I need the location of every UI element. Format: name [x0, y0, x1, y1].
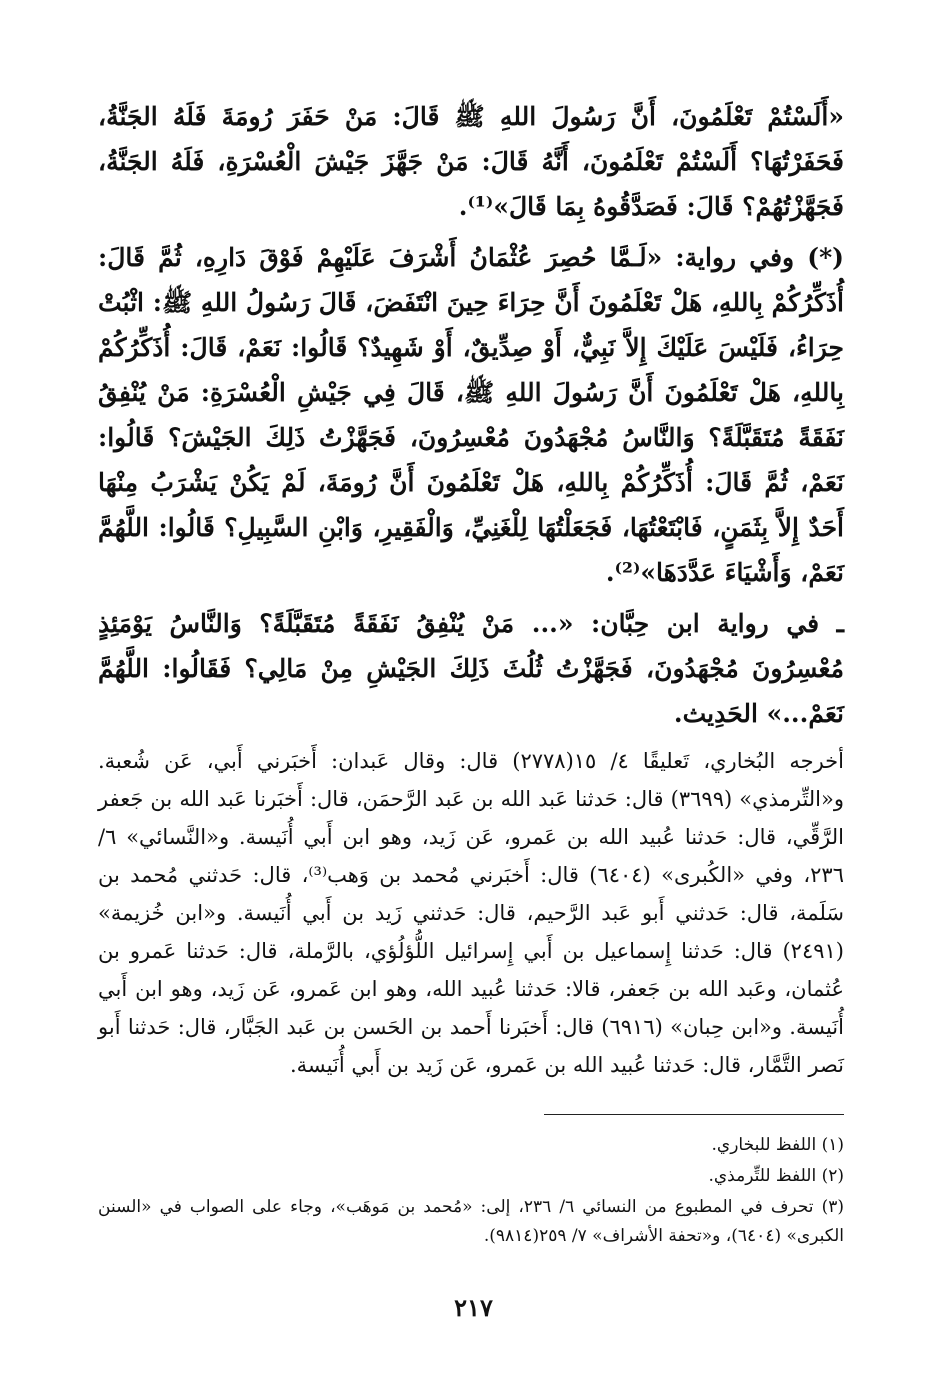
hadith-paragraph-2 [98, 235, 844, 595]
main-text [98, 94, 844, 1084]
footnote-2: (٢) اللفظ للتِّرمذي. [708, 1166, 844, 1186]
paragraph-2-lead: (*) وفي رواية: [675, 243, 844, 272]
page-number: ٢١٧ [454, 1293, 493, 1322]
takhrij-paragraph: أخرجه البُخاري، تَعليقًا ٤/ ١٥(٢٧٧٨) قال: وقال عَبدان: أَخبَرني أَبي، عَن شُعبة. و«التِّرمذي» (٣٦٩٩) قال: حَدثنا عَبد الله بن عَبد الرَّحمَن، قال: أَخبَرنا عَبد الله بن جَعفر الرَّقِّي، قال: حَدثنا عُبيد الله بن عَمرو، عَن زَيد، وهو ابن أَبي أُنَيسة. و«النَّسائي» ٦/ ٢٣٦، وفي «الكُبرى» (٦٤٠٤) قال: أَخبَرني مُحمد بن وَهب⁽³⁾، قال: حَدثني مُحمد بن سَلَمة، قال: حَدثني أَبو عَبد الرَّحيم، قال: حَدثني زَيد بن أَبي أُنَيسة. و«ابن خُزيمة» (٢٤٩١) قال: حَدثنا إِسماعيل بن أَبي إِسرائيل اللُّؤلُؤي، بالرَّملة، قال: حَدثنا عَمرو بن عُثمان، وعَبد الله بن جَعفر، قالا: حَدثنا عُبيد الله، وهو ابن عَمرو، عَن زَيد، وهو ابن أَبي أُنَيسة. و«ابن حِبان» (٦٩١٦) قال: أَخبَرنا أَحمد بن الحَسن بن عَبد الجَبَّار، قال: حَدثنا أَبو نَصر التَّمَّار، قال: حَدثنا عُبيد الله بن عَمرو، عَن زَيد بن أَبي أُنَيسة. [98, 749, 844, 1077]
paragraph-3-text: «... مَنْ يُنْفِقُ نَفَقَةً مُتَقَبَّلَةً؟ وَالنَّاسُ يَوْمَئِذٍ مُعْسِرُونَ مُجْهَدُونَ، فَجَهَّزْتُ ثُلُثَ ذَلِكَ الجَيْشِ مِنْ مَالِي؟ فَقَالُوا: اللَّهُمَّ نَعَمْ...» الحَدِيث. [98, 609, 844, 728]
footnote-divider [544, 1114, 844, 1115]
hadith-paragraph-3 [98, 601, 844, 736]
footnote-1: (١) اللفظ للبخاري. [711, 1135, 844, 1155]
paragraph-1-text: «أَلَسْتُمْ تَعْلَمُونَ، أَنَّ رَسُولَ اللهِ ﷺ قَالَ: مَنْ حَفَرَ رُومَةَ فَلَهُ الجَنَّةُ، فَحَفَرْتُهَا؟ أَلَسْتُمْ تَعْلَمُونَ، أَنَّهُ قَالَ: مَنْ جَهَّزَ جَيْشَ الْعُسْرَةِ، فَلَهُ الجَنَّةُ، فَجَهَّزْتُهُمْ؟ قَالَ: فَصَدَّقُوهُ بِمَا قَالَ»⁽¹⁾. [98, 102, 844, 221]
footnote-3: (٣) تحرف في المطبوع من النسائي ٦/ ٢٣٦، إلى: «مُحمد بن مَوهَب»، وجاء على الصواب في «السنن الكبرى» (٦٤٠٤)، و«تحفة الأشراف» ٧/ ٢٥٩(٩٨١٤). [98, 1197, 844, 1246]
paragraph-3-lead: ـ في رواية ابن حِبَّان: [591, 609, 844, 638]
paragraph-2-text: «لَـمَّا حُصِرَ عُثْمَانُ أَشْرَفَ عَلَيْهِمْ فَوْقَ دَارِهِ، ثُمَّ قَالَ: أُذَكِّرُكُمْ بِاللهِ، هَلْ تَعْلَمُونَ أَنَّ حِرَاءَ حِينَ انْتَفَضَ، قَالَ رَسُولُ اللهِ ﷺ: اثْبُتْ حِرَاءُ، فَلَيْسَ عَلَيْكَ إِلاَّ نَبِيٌّ، أَوْ صِدِّيقٌ، أَوْ شَهِيدٌ؟ قَالُوا: نَعَمْ، قَالَ: أُذَكِّرُكُمْ بِاللهِ، هَلْ تَعْلَمُونَ أَنَّ رَسُولَ اللهِ ﷺ، قَالَ فِي جَيْشِ الْعُسْرَةِ: مَنْ يُنْفِقُ نَفَقَةً مُتَقَبَّلَةً؟ وَالنَّاسُ مُجْهَدُونَ مُعْسِرُونَ، فَجَهَّزْتُ ذَلِكَ الجَيْشَ؟ قَالُوا: نَعَمْ، ثُمَّ قَالَ: أُذَكِّرُكُمْ بِاللهِ، هَلْ تَعْلَمُونَ أَنَّ رُومَةَ، لَمْ يَكُنْ يَشْرَبُ مِنْهَا أَحَدٌ إِلاَّ بِثَمَنٍ، فَابْتَعْتُهَا، فَجَعَلْتُهَا لِلْغَنِيِّ، وَالْفَقِيرِ، وَابْنِ السَّبِيلِ؟ قَالُوا: اللَّهُمَّ نَعَمْ، وَأَشْيَاءَ عَدَّدَهَا»⁽²⁾. [98, 243, 844, 587]
hadith-paragraph-1 [98, 94, 844, 229]
footnotes [98, 1131, 844, 1253]
